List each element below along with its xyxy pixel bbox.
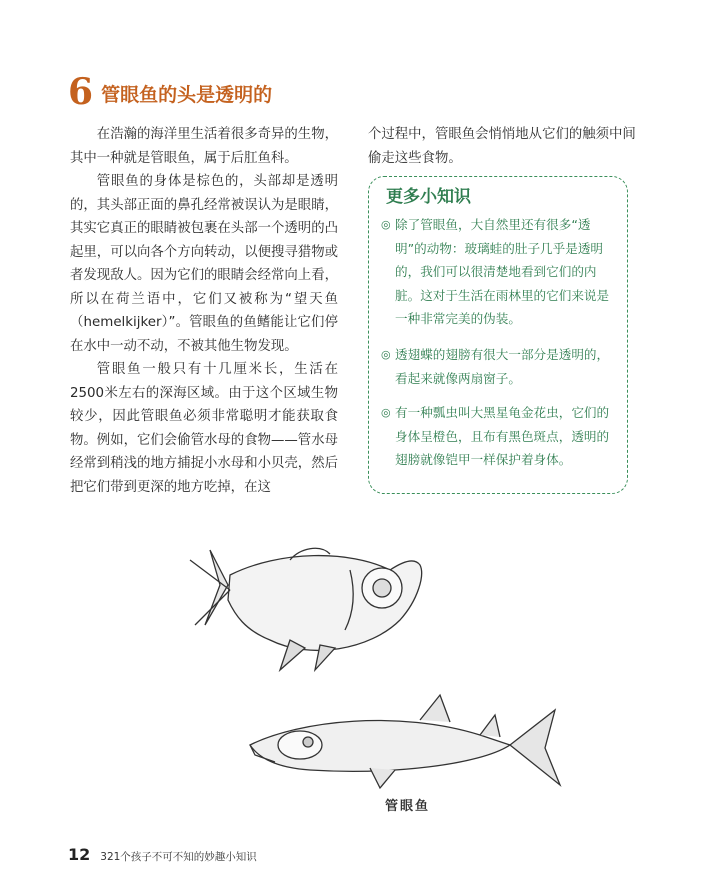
bullet-icon: ◎ bbox=[381, 406, 391, 419]
body-text-continuation: 个过程中，管眼鱼会悄悄地从它们的触须中间偷走这些食物。 bbox=[368, 127, 636, 166]
barreleye-fish-upper bbox=[190, 548, 422, 670]
figure-caption: 管眼鱼 bbox=[385, 799, 431, 814]
body-paragraph: 管眼鱼的身体是棕色的，头部却是透明的，其头部正面的鼻孔经常被误认为是眼睛，其实它真正的眼睛被包裹在头部一个透明的凸起里，可以向各个方向转动，以便搜寻猎物或者发现敌人。因为它们的眼睛会经常向上看，所以在荷兰语中，它们又被称为“望天鱼（hemelkijker）”。管眼鱼的鱼鳍能让它们停在水中一动不动，不被其他生物发现。 bbox=[70, 174, 338, 354]
fact-item: ◎ 除了管眼鱼，大自然里还有很多“透明”的动物：玻璃蛙的肚子几乎是透明的，我们可以很清楚地看到它们的内脏。这对于生活在雨林里的它们来说是一种非常完美的伪装。 bbox=[381, 213, 619, 331]
more-facts-box bbox=[368, 176, 628, 494]
body-paragraph: 管眼鱼一般只有十几厘米长，生活在2500米左右的深海区域。由于这个区域生物较少，因此管眼鱼必须非常聪明才能获取食物。例如，它们会偷管水母的食物——管水母经常到稍浅的地方捕捉小水母和小贝壳，然后把它们带到更深的地方吃掉，在这 bbox=[70, 362, 338, 495]
more-facts-title: 更多小知识 bbox=[386, 187, 471, 207]
body-paragraph: 在浩瀚的海洋里生活着很多奇异的生物，其中一种就是管眼鱼，属于后肛鱼科。 bbox=[70, 127, 338, 166]
bullet-icon: ◎ bbox=[381, 218, 391, 231]
book-title: 321个孩子不可不知的妙趣小知识 bbox=[100, 851, 257, 863]
fact-item: ◎ 有一种瓢虫叫大黑星龟金花虫，它们的身体呈橙色，且布有黑色斑点，透明的翅膀就像铠甲一样保护着身体。 bbox=[381, 401, 619, 472]
bullet-icon: ◎ bbox=[381, 348, 391, 361]
page-number: 12 bbox=[68, 845, 91, 864]
page-footer bbox=[68, 845, 257, 864]
section-number: 6 bbox=[68, 71, 94, 113]
section-title: 管眼鱼的头是透明的 bbox=[101, 84, 273, 106]
fact-item: ◎ 透翅蝶的翅膀有很大一部分是透明的，看起来就像两扇窗子。 bbox=[381, 343, 619, 390]
body-text-left-column bbox=[70, 123, 338, 499]
section-heading bbox=[68, 71, 273, 113]
barreleye-fish-lower bbox=[250, 695, 560, 788]
barreleye-fish-illustration bbox=[150, 530, 600, 820]
